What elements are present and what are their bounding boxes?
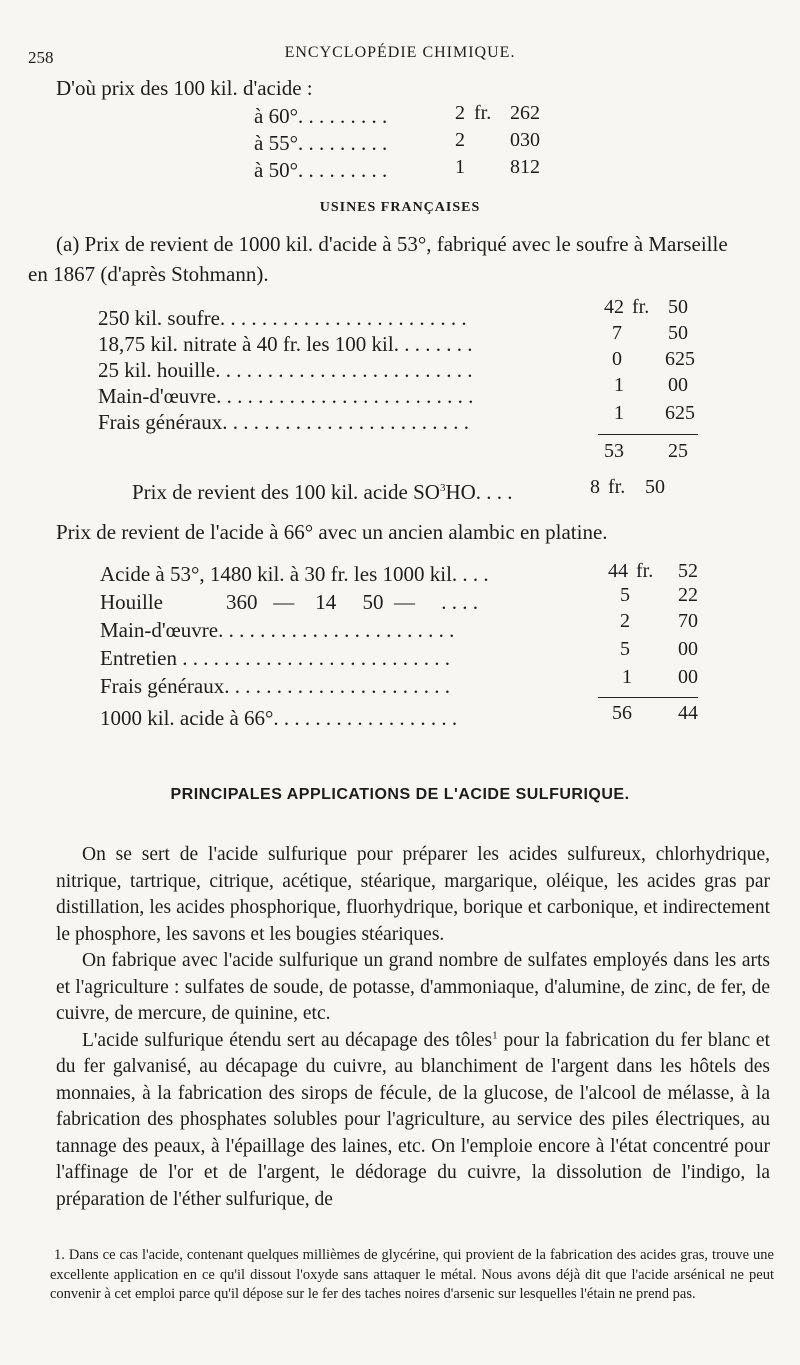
intro-row-label: à 55°. . . . . . . . . <box>254 131 388 155</box>
cost-row-label: Frais généraux. . . . . . . . . . . . . . . . . . . . . . . . <box>98 410 469 434</box>
cost-total-fr: 53 <box>604 440 624 462</box>
alambic-row-fr: 44 <box>608 560 628 582</box>
intro-row-fr: 1 <box>455 156 465 178</box>
usines-intro-line: en 1867 (d'après Stohmann). <box>28 262 269 286</box>
cost-row-fr: 7 <box>612 322 622 344</box>
intro-row-label: à 60°. . . . . . . . . <box>254 104 388 128</box>
intro-row-fr: 2 <box>455 129 465 151</box>
alambic-total-fr: 56 <box>612 702 632 724</box>
alambic-row-c: 52 <box>678 560 698 582</box>
paragraph-text: L'acide sulfurique étendu sert au décapage des tôles <box>82 1029 493 1051</box>
cost-row-label: 18,75 kil. nitrate à 40 fr. les 100 kil. . . . . . . . <box>98 332 473 356</box>
alambic-row-unit: fr. <box>636 560 654 582</box>
cost-row-c: 625 <box>665 348 695 370</box>
cost-row-c: 50 <box>668 322 688 344</box>
cost-row-fr: 0 <box>612 348 622 370</box>
alambic-row-label: Entretien . . . . . . . . . . . . . . . . . . . . . . . . . . <box>100 646 450 670</box>
sum-rule <box>598 697 698 698</box>
cost-row-fr: 42 <box>604 296 624 318</box>
alambic-row-fr: 5 <box>620 638 630 660</box>
cost-row-label: Main-d'œuvre. . . . . . . . . . . . . . . . . . . . . . . . . <box>98 384 474 408</box>
alambic-row-c: 22 <box>678 584 698 606</box>
alambic-row-fr: 2 <box>620 610 630 632</box>
intro-row-c: 030 <box>510 129 540 151</box>
paragraph: On se sert de l'acide sulfurique pour préparer les acides sulfureux, chlorhydrique, nitrique, tartrique, citrique, acétique, stéarique, margarique, oléique, les acides gras par distillation, les acides phosphorique, fluorhydrique, borique et carbonique, et indirectement le phosphore, les savons et les bougies stéariques. <box>56 844 770 945</box>
paragraph: On fabrique avec l'acide sulfurique un grand nombre de sulfates employés dans les arts et l'agriculture : sulfates de soude, de potasse, d'ammoniaque, d'alumine, de zinc, de fer, de cuivre, de mercure, de quinine, etc. <box>56 950 770 1024</box>
cost-row-label: 250 kil. soufre. . . . . . . . . . . . . . . . . . . . . . . . <box>98 306 467 330</box>
intro-title: D'où prix des 100 kil. d'acide : <box>56 76 313 100</box>
intro-row-c: 262 <box>510 102 540 124</box>
cost-result-fr: 8 <box>590 476 600 498</box>
intro-row-fr: 2 <box>455 102 465 124</box>
section-heading: PRINCIPALES APPLICATIONS DE L'ACIDE SULFURIQUE. <box>170 786 630 803</box>
body-text <box>56 842 770 1213</box>
intro-row-unit: fr. <box>474 102 492 124</box>
cost-row-fr: 1 <box>614 374 624 396</box>
footnote <box>50 1246 774 1305</box>
alambic-total-label: 1000 kil. acide à 66°. . . . . . . . . . . . . . . . . . <box>100 706 458 730</box>
cost-row-c: 00 <box>668 374 688 396</box>
cost-result-line <box>132 480 513 505</box>
page-number: 258 <box>28 48 54 67</box>
alambic-row-c: 00 <box>678 638 698 660</box>
alambic-total-c: 44 <box>678 702 698 724</box>
alambic-row-label: Main-d'œuvre. . . . . . . . . . . . . . . . . . . . . . . <box>100 618 455 642</box>
alambic-row-label: Frais généraux. . . . . . . . . . . . . . . . . . . . . . <box>100 674 450 698</box>
alambic-row-label: Acide à 53°, 1480 kil. à 30 fr. les 1000 kil. . . . <box>100 562 489 586</box>
cost-row-unit: fr. <box>632 296 650 318</box>
cost-result-unit: fr. <box>608 476 626 498</box>
cost-result-sup: 3 <box>439 482 446 494</box>
cost-row-fr: 1 <box>614 402 624 424</box>
paragraph <box>56 1028 770 1214</box>
alambic-row-c: 00 <box>678 666 698 688</box>
cost-result-c: 50 <box>645 476 665 498</box>
intro-row-label: à 50°. . . . . . . . . <box>254 158 388 182</box>
alambic-row-fr: 1 <box>622 666 632 688</box>
alambic-row-label: Houille 360 — 14 50 — . . . . <box>100 590 478 614</box>
cost-row-c: 625 <box>665 402 695 424</box>
cost-result-tail: HO. . . . <box>445 480 513 504</box>
alambic-title: Prix de revient de l'acide à 66° avec un ancien alambic en platine. <box>56 520 608 544</box>
alambic-row-fr: 5 <box>620 584 630 606</box>
intro-row-c: 812 <box>510 156 540 178</box>
sum-rule <box>598 434 698 435</box>
footnote-text: Dans ce cas l'acide, contenant quelques millièmes de glycérine, qui provient de la fabrication des acides gras, trouve une excellente application en ce qu'il dissout l'oxyde sans attaquer le métal. Nous avons déjà dit que l'acide arsénical ne peut convenir à cet emploi parce qu'il dépose sur le fer des taches noires d'arsenic sur lesquelles l'étain ne prend pas. <box>50 1247 774 1302</box>
footnote-ref: 1 <box>492 1029 498 1041</box>
running-title: ENCYCLOPÉDIE CHIMIQUE. <box>284 44 516 61</box>
usines-heading: USINES FRANÇAISES <box>319 200 481 215</box>
footnote-marker: 1. <box>54 1247 65 1263</box>
cost-total-c: 25 <box>668 440 688 462</box>
paragraph-text: pour la fabrication du fer blanc et du fer galvanisé, au décapage du cuivre, au blanchiment de l'argent dans les hôtels des monnaies, à la fabrication des sirops de fécule, de la glucose, de l'alcool de mélasse, à la fabrication des phosphates solubles pour l'agriculture, au service des piles électriques, au tannage des peaux, à l'épaillage des laines, etc. On l'emploie encore à l'état concentré pour l'affinage de l'or et de l'argent, le dédorage du cuivre, la dissolution de l'indigo, la préparation de l'éther sulfurique, de <box>56 1029 771 1210</box>
page-header <box>28 40 772 70</box>
cost-result-label: Prix de revient des 100 kil. acide SO <box>132 480 440 504</box>
usines-intro-line: (a) Prix de revient de 1000 kil. d'acide à 53°, fabriqué avec le soufre à Marseille <box>56 232 728 256</box>
cost-row-label: 25 kil. houille. . . . . . . . . . . . . . . . . . . . . . . . . <box>98 358 473 382</box>
alambic-row-c: 70 <box>678 610 698 632</box>
cost-row-c: 50 <box>668 296 688 318</box>
